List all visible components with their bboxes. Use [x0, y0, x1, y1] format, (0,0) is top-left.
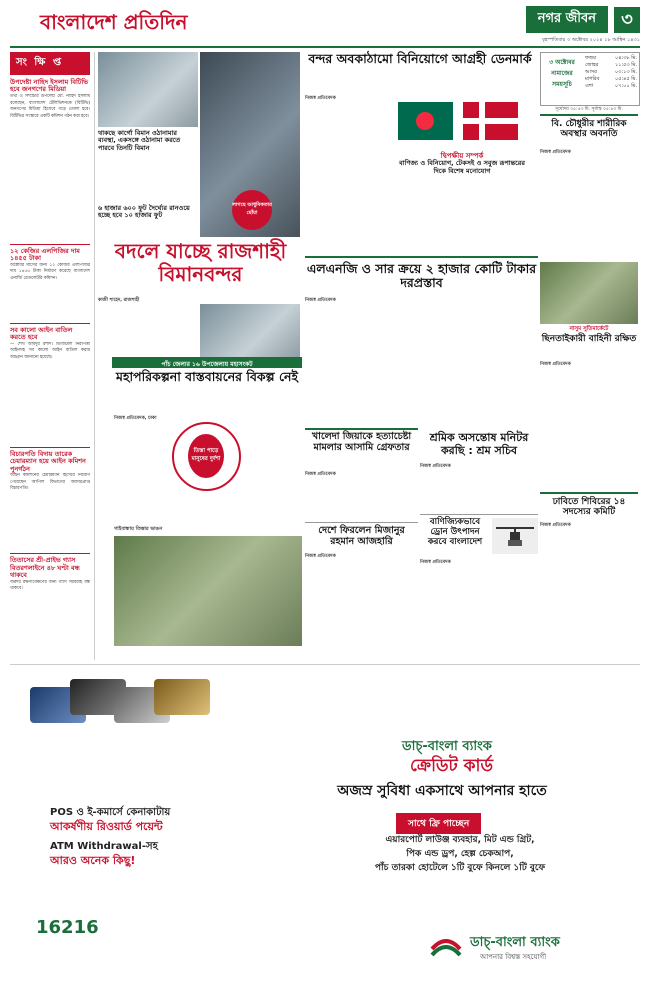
- committee-headline: ঢাবিতে শিবিরের ১৪ সদস্যের কমিটি: [552, 497, 626, 518]
- denmark-headline: বন্দর অবকাঠামো বিনিয়োগে আগ্রহী ডেনমার্ক: [308, 51, 532, 66]
- pullquote-head: দ্বিপক্ষীয় সম্পর্ক: [440, 152, 484, 160]
- prayer-row: মাগরিব ০৫:৪৫ মি.: [585, 76, 637, 82]
- lng-body-1: [305, 304, 380, 424]
- brief-body: অক্টোবর মাসের জন্য ১২ কেজির এলপিজির দাম ১৪৫৫ টাকা নির্ধারণ করেছে বাংলাদেশ এনার্জি রেগুলেটরি কমিশন।: [10, 262, 90, 282]
- masthead-rule: [10, 46, 640, 48]
- newspaper-logo: বাংলাদেশ প্রতিদিন: [40, 10, 188, 34]
- brief-headline: উপদেষ্টা নাহিদ ইসলাম বিটিভি হবে জনগণের মিডিয়া: [10, 78, 89, 94]
- mizanur-byline: নিজস্ব প্রতিবেদক: [305, 554, 336, 559]
- ad-hotline: 16216: [36, 917, 99, 938]
- ad-perk: এয়ারপোর্ট লাউঞ্জ ব্যবহার, মিট এন্ড গ্রিট,: [385, 835, 535, 845]
- khaleda-body: [305, 478, 418, 518]
- badge-text: তিস্তা পাড়ে মানুষের দুর্দশা: [188, 434, 224, 478]
- bangladesh-flag-icon: [398, 102, 453, 140]
- bank-advertisement: [10, 664, 640, 985]
- caption-text: থাকছে কার্গো বিমান ওঠানামার ব্যবস্থা, একসঙ্গে ওঠানামা করতে পারবে তিনটি বিমান: [98, 129, 181, 152]
- denmark-body-2: [388, 200, 534, 250]
- lng-body-2: [384, 304, 459, 424]
- brief-item: [10, 553, 90, 649]
- sidebar-title: সং ক্ষি প্ত: [10, 52, 90, 75]
- ad-tagline: অজস্র সুবিধা একসাথে আপনার হাতে: [337, 783, 547, 799]
- mizanur-body: [305, 560, 418, 660]
- labour-byline: নিজস্ব প্রতিবেদক: [420, 464, 451, 469]
- brief-item: [10, 79, 90, 244]
- tree-byline: নিজস্ব প্রতিবেদক: [540, 362, 571, 367]
- committee-byline: নিজস্ব প্রতিবেদক: [540, 523, 571, 528]
- ad-bank-name: ডাচ্-বাংলা ব্যাংক: [402, 739, 492, 754]
- airport-inset-photo: [200, 304, 300, 360]
- bchowdhury-byline: নিজস্ব প্রতিবেদক: [540, 150, 571, 155]
- ad-atm: ATM Withdrawal-সহ: [50, 841, 158, 852]
- credit-cards-image: [30, 673, 210, 743]
- bchowdhury-body: [540, 156, 638, 256]
- ad-footer-tag: আপনার বিশ্বস্ত সহযোগী: [480, 953, 547, 961]
- labour-headline: শ্রমিক অসন্তোষ মনিটর করছি : শ্রম সচিব: [429, 431, 529, 457]
- story-kicker: নাসুম সুতিমার্কেটে: [569, 326, 609, 332]
- tree-story: [540, 326, 638, 344]
- prayer-row: ফজর ০৪:৩৮ মি.: [585, 55, 637, 61]
- lng-body-3: [463, 304, 538, 424]
- brief-headline: বিচারপতি বিদায় তারেক চেয়ারম্যান হয়ে আইন কমিশন পুনর্গঠন: [10, 449, 86, 473]
- prayer-times-box: [540, 52, 640, 106]
- lng-headline: এলএনজি ও সার ক্রয়ে ২ হাজার কোটি টাকার দরপ্রস্তাব: [306, 261, 537, 291]
- padma-body-2: [240, 422, 300, 532]
- brief-headline: তিতাসের শ্রী-প্রাইভ গ্যাস বিতরণলাইনে ৪৮ ঘণ্টা বন্ধ থাকবে: [10, 556, 80, 580]
- pullquote-text: বাণিজ্য ও বিনিয়োগ, টেকসই ও সবুজ রূপান্তরের দিকে বিশেষ মনোযোগ: [399, 159, 525, 175]
- airport-caption: [98, 205, 196, 220]
- prayer-row: এশা ০৭:০০ মি.: [585, 83, 637, 89]
- ad-reward: আকর্ষণীয় রিওয়ার্ড পয়েন্ট: [50, 820, 163, 833]
- prayer-date: ৩ অক্টোবর: [549, 59, 575, 66]
- padma-byline: নিজস্ব প্রতিবেদক, ঢাকা: [114, 416, 157, 421]
- brief-headline: সব কালো আইন বাতিল করতে হবে: [10, 325, 73, 342]
- prayer-table: [585, 55, 637, 90]
- denmark-pullquote: [392, 152, 532, 175]
- padma-headline: মহাপরিকল্পনা বাস্তবায়নের বিকল্প নেই: [116, 369, 298, 384]
- photo-credit: গাইবান্ধায় তিস্তার ভাঙন: [114, 526, 163, 532]
- ad-more: আরও অনেক কিছু!: [50, 854, 136, 867]
- ad-footer-bank: ডাচ্-বাংলা ব্যাংক: [470, 935, 560, 950]
- sun-times: সূর্যোদয় ০৫:৫৩ মি. সূর্যাস্ত ০৫:৪৩ মি.: [555, 107, 623, 112]
- section-name: নগর জীবন: [526, 6, 608, 33]
- ad-perks: [300, 833, 620, 875]
- lng-byline: নিজস্ব প্রতিবেদক: [305, 298, 336, 303]
- brief-item: [10, 323, 90, 447]
- ad-free-banner: সাথে ফ্রি পাচ্ছেন: [396, 813, 481, 834]
- teesta-badge: [172, 422, 241, 491]
- committee-body: [540, 529, 638, 659]
- khaleda-byline: নিজস্ব প্রতিবেদক: [305, 472, 336, 477]
- issue-date: বৃহস্পতিবার ৩ অক্টোবর ২০২৪ ১৮ আশ্বিন ১৪৩১: [541, 37, 640, 43]
- prayer-row: আসর ০৩:১৩ মি.: [585, 69, 637, 75]
- brief-body: জরুরি রক্ষণাবেক্ষণের জন্য গ্যাস সরবরাহ বন্ধ থাকবে।: [10, 579, 90, 592]
- drone-body: [420, 566, 538, 660]
- ad-perk: পিক এন্ড ড্রপ, হেল্প চেকআপ,: [406, 849, 514, 859]
- ad-card-title: ক্রেডিট কার্ড: [410, 756, 494, 776]
- labour-body: [420, 470, 538, 510]
- airport-headline: বদলে যাচ্ছে রাজশাহী বিমানবন্দর: [114, 239, 287, 286]
- denmark-flag-icon: [463, 102, 518, 140]
- drone-headline: বাণিজ্যিকভাবে ড্রোন উৎপাদন করবে বাংলাদেশ: [427, 517, 483, 547]
- denmark-body: [305, 102, 385, 250]
- padma-body-1: [114, 422, 169, 532]
- column-divider: [94, 52, 95, 660]
- brief-item: [10, 447, 90, 553]
- flags-graphic: [388, 102, 534, 152]
- prayer-row: জোহর ১১:৫৩ মি.: [585, 62, 637, 68]
- brief-body: — শেখ আবদুর রশীদ। ডিজিটাল নিরাপত্তা আইনসহ সব কালো আইন বাতিল করার আহ্বান জানানো হয়েছে।: [10, 341, 90, 360]
- brief-body: তথ্য ও সম্প্রচার উপদেষ্টা মো. নাহিদ ইসলাম বলেছেন, বাংলাদেশ টেলিভিশনকে (বিটিভি) জনগণের মিডিয়া হিসেবে গড়ে তোলা হবে। বিটিভির সংস্কারে একটি কমিশন গঠন করা হবে।: [10, 93, 90, 119]
- padma-strip: পাঁচ জেলার ১৬ উপজেলায় মহাসংকট: [112, 357, 302, 372]
- denmark-byline: নিজস্ব প্রতিবেদক: [305, 96, 336, 101]
- teesta-erosion-photo: [114, 536, 302, 646]
- khaleda-headline: খালেদা জিয়াকে হত্যাচেষ্টা মামলার আসামি গ্রেফতার: [311, 431, 412, 453]
- airport-byline: কাজী শাহেদ, রাজশাহী: [98, 298, 140, 303]
- brief-body: আইন কমিশনের চেয়ারম্যান হিসেবে নিয়োগ পেয়েছেন আপিল বিভাগের অবসরপ্রাপ্ত বিচারপতি।: [10, 473, 90, 492]
- airport-photo: [98, 52, 198, 127]
- brief-headline: ১২ কেজির এলপিজির দাম ১৪৫৫ টাকা: [10, 246, 80, 263]
- mizanur-headline: দেশে ফিরলেন মিজানুর রহমান আজহারি: [318, 525, 405, 547]
- section-header: [526, 6, 640, 33]
- caption-text: ৬ হাজার ৬০০ ফুট দৈর্ঘ্যের রানওয়ে হচ্ছে হবে ১০ হাজার ফুট: [98, 204, 190, 220]
- ad-perk: পাঁচ তারকা হোটেলে ১টি বুফে কিনলে ১টি বুফে: [374, 863, 546, 873]
- tree-headline: ছিনতাইকারী বাহিনী রক্ষিত: [541, 334, 637, 344]
- brief-item: [10, 244, 90, 323]
- tree-body: [540, 368, 638, 488]
- bchowdhury-headline: বি. চৌধুরীর শারীরিক অবস্থার অবনতি: [551, 119, 627, 140]
- drone-byline: নিজস্ব প্রতিবেদক: [420, 560, 451, 565]
- modernization-badge: লাগছে আধুনিকতার ছোঁয়া: [232, 190, 272, 230]
- protest-photo: [540, 262, 638, 324]
- sidebar-briefs: [10, 52, 90, 650]
- drone-icon: [492, 518, 538, 554]
- bank-logo-icon: [428, 927, 464, 963]
- page-number: ৩: [614, 7, 640, 33]
- ad-pos: POS ও ই-কমার্সে কেনাকাটায়: [50, 807, 171, 818]
- airport-caption: [98, 130, 196, 152]
- prayer-title: নামাজের সময়সূচি: [551, 70, 573, 88]
